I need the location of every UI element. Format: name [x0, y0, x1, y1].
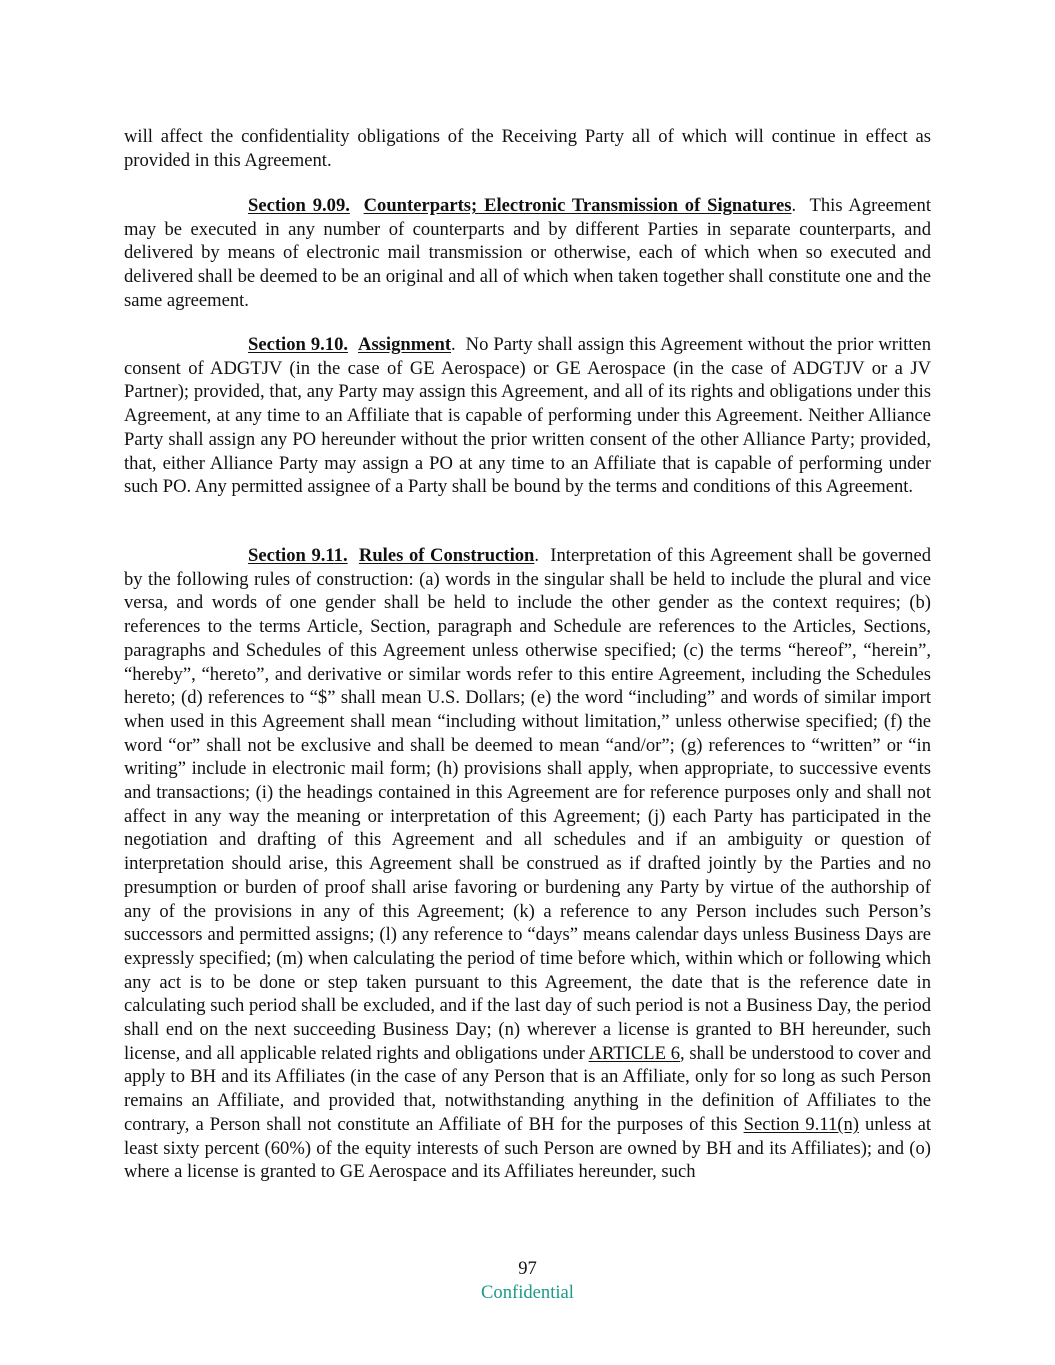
section-9-10-number: Section 9.10.	[248, 334, 349, 355]
section-9-09-paragraph: Section 9.09. Counterparts; Electronic Transmission of Signatures. This Agreement may be executed in any number of counterparts and by different Parties in separate counterparts, and delivered by means of electronic mail transmission or otherwise, each of which when so executed and delivered shall be deemed to be an original and all of which when taken together shall constitute one and the same agreement.	[124, 195, 932, 311]
section-9-11-body-c: unless at least sixty percent (60%) of the equity interests of such Person are owned by BH and its Affiliates); and (o) where a license is granted to GE Aerospace and its Affiliates hereunder, such	[124, 1113, 931, 1183]
section-9-11-body-a: Interpretation of this Agreement shall be governed by the following rules of construction: (a) words in the singular shall be held to include the plural and vice versa, and words of one gender shall be held to include the other gender as the context requires; (b) references to the terms Article, Section, paragraph and Schedule are references to the Articles, Sections, paragraphs and Schedules of this Agreement unless otherwise specified; (c) the terms “hereof”, “herein”, “hereby”, “hereto”, and derivative or similar words refer to this entire Agreement, including the Schedules hereto; (d) references to “$” shall mean U.S. Dollars; (e) the word “including” and words of similar import when used in this Agreement shall mean “including without limitation,” unless otherwise specified; (f) the word “or” shall not be exclusive and shall be deemed to mean “and/or”; (g) references to “written” or “in writing” include in electronic mail form; (h) provisions shall apply, when appropriate, to successive events and transactions; (i) the headings contained in this Agreement are for reference purposes only and shall not affect in any way the meaning or interpretation of this Agreement; (j) each Party has participated in the negotiation and drafting of this Agreement and all schedules and if an ambiguity or question of interpretation should arise, this Agreement shall be construed as if drafted jointly by the Parties and no presumption or burden of proof shall arise favoring or burdening any Party by virtue of the authorship of any of the provisions in any of this Agreement; (k) a reference to any Person includes such Person’s successors and permitted assigns; (l) any reference to “days” means calendar days unless Business Days are expressly specified; (m) when calculating the period of time before which, within which or following which any act is to be done or step taken pursuant to this Agreement, the date that is the reference date in calculating such period shall be excluded, and if the last day of such period is not a Business Day, the period shall end on the next succeeding Business Day; (n) wherever a license is granted to BH hereunder, such license, and all applicable related rights and obligations under	[124, 545, 932, 1064]
section-9-11-n-link[interactable]: Section 9.11(n)	[743, 1113, 859, 1135]
section-9-11-title: Rules of Construction	[358, 545, 535, 566]
section-9-11-body-b: , shall be understood to cover and apply to BH and its Affiliates (in the case of any Person that is an Affiliate, only for so long as such Person remains an Affiliate, and provided that, notwithstanding anything in the definition of Affiliates to the contrary, a Person shall not constitute an Affiliate of BH for the purposes of this	[124, 1042, 932, 1135]
section-9-09-title: Counterparts; Electronic Transmission of Signatures	[363, 195, 792, 216]
section-9-09-number: Section 9.09.	[248, 195, 350, 216]
article-6-link[interactable]: ARTICLE 6	[588, 1042, 680, 1064]
confidential-label: Confidential	[481, 1282, 574, 1303]
section-9-11-number: Section 9.11.	[248, 545, 348, 566]
continuation-paragraph	[124, 125, 931, 172]
section-9-09-body: This Agreement may be executed in any number of counterparts and by different Parties in separate counterparts, and delivered by means of electronic mail transmission or otherwise, each of which when so executed and delivered shall be deemed to be an original and all of which when taken together shall constitute one and the same agreement.	[124, 195, 932, 311]
section-9-10-body: No Party shall assign this Agreement without the prior written consent of ADGTJV (in the case of GE Aerospace) or GE Aerospace (in the case of ADGTJV or a JV Partner); provided, that, any Party may assign this Agreement, and all of its rights and obligations under this Agreement, at any time to an Affiliate that is capable of performing under this Agreement. Neither Alliance Party shall assign any PO hereunder without the prior written consent of the other Alliance Party; provided, that, either Alliance Party may assign a PO at any time to an Affiliate that is capable of performing under such PO. Any permitted assignee of a Party shall be bound by the terms and conditions of this Agreement.	[124, 334, 931, 498]
section-9-11-paragraph: Section 9.11. Rules of Construction. Interpretation of this Agreement shall be governed by the following rules of construction: (a) words in the singular shall be held to include the plural and vice versa, and words of one gender shall be held to include the other gender as the context requires; (b) references to the terms Article, Section, paragraph and Schedule are references to the Articles, Sections, paragraphs and Schedules of this Agreement unless otherwise specified; (c) the terms “hereof”, “herein”, “hereby”, “hereto”, and derivative or similar words refer to this entire Agreement, including the Schedules hereto; (d) references to “$” shall mean U.S. Dollars; (e) the word “including” and words of similar import when used in this Agreement shall mean “including without limitation,” unless otherwise specified; (f) the word “or” shall not be exclusive and shall be deemed to mean “and/or”; (g) references to “written” or “in writing” include in electronic mail form; (h) provisions shall apply, when appropriate, to successive events and transactions; (i) the headings contained in this Agreement are for reference purposes only and shall not affect in any way the meaning or interpretation of this Agreement; (j) each Party has participated in the negotiation and drafting of this Agreement and all schedules and if an ambiguity or question of interpretation should arise, this Agreement shall be construed as if drafted jointly by the Parties and no presumption or burden of proof shall arise favoring or burdening any Party by virtue of the authorship of any of the provisions in any of this Agreement; (k) a reference to any Person includes such Person’s successors and permitted assigns; (l) any reference to “days” means calendar days unless Business Days are expressly specified; (m) when calculating the period of time before which, within which or following which any act is to be done or step taken pursuant to this Agreement, the date that is the reference date in calculating such period shall be excluded, and if the last day of such period is not a Business Day, the period shall end on the next succeeding Business Day; (n) wherever a license is granted to BH hereunder, such license, and all applicable related rights and obligations under ARTICLE 6, shall be understood to cover and apply to BH and its Affiliates (in the case of any Person that is an Affiliate, only for so long as such Person remains an Affiliate, and provided that, notwithstanding anything in the definition of Affiliates to the contrary, a Person shall not constitute an Affiliate of BH for the purposes of this Section 9.11(n) unless at least sixty percent (60%) of the equity interests of such Person are owned by BH and its Affiliates); and (o) where a license is granted to GE Aerospace and its Affiliates hereunder, such	[124, 545, 932, 1183]
page-number: 97	[518, 1258, 537, 1279]
section-9-10-paragraph: Section 9.10. Assignment. No Party shall assign this Agreement without the prior written consent of ADGTJV (in the case of GE Aerospace) or GE Aerospace (in the case of ADGTJV or a JV Partner); provided, that, any Party may assign this Agreement, and all of its rights and obligations under this Agreement, at any time to an Affiliate that is capable of performing under this Agreement. Neither Alliance Party shall assign any PO hereunder without the prior written consent of the other Alliance Party; provided, that, either Alliance Party may assign a PO at any time to an Affiliate that is capable of performing under such PO. Any permitted assignee of a Party shall be bound by the terms and conditions of this Agreement.	[124, 334, 931, 498]
section-9-10-title: Assignment	[358, 334, 452, 355]
continuation-text: will affect the confidentiality obligations of the Receiving Party all of which will continue in effect as provided in this Agreement.	[124, 126, 931, 171]
